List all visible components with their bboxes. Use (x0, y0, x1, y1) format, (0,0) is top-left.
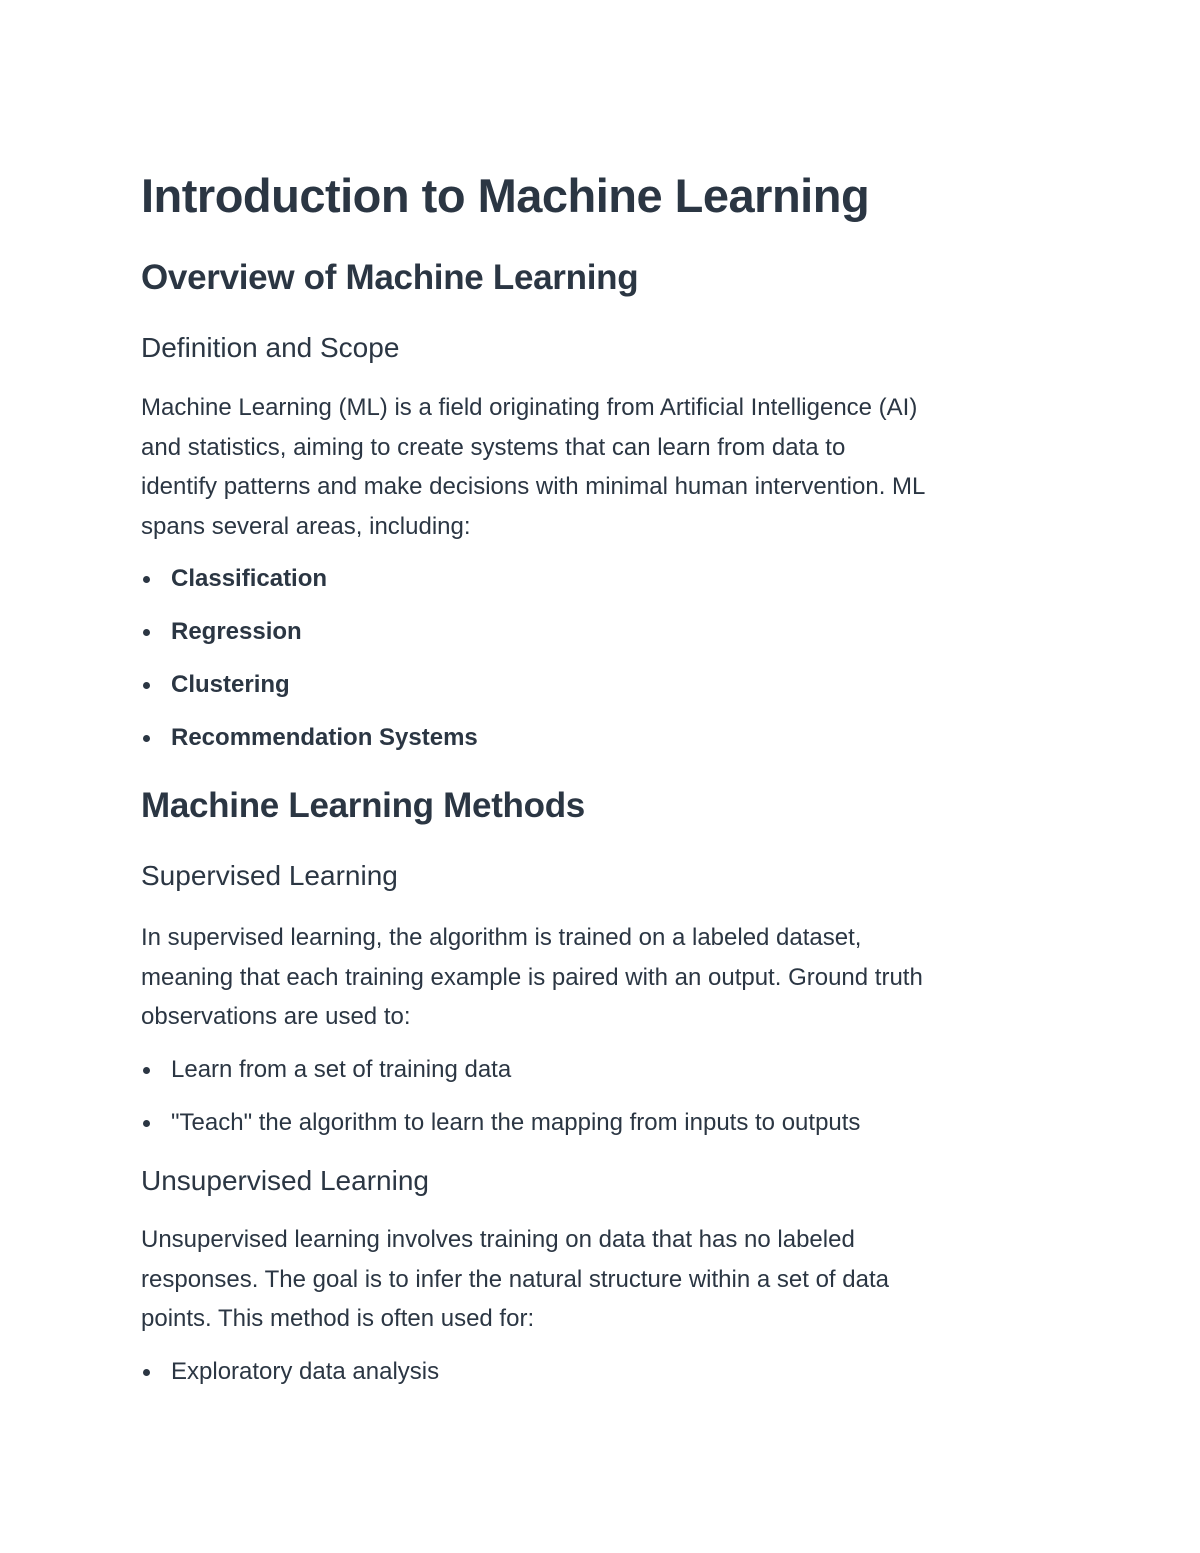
paragraph-line: Machine Learning (ML) is a field originating from Artificial Intelligence (AI) (141, 394, 918, 421)
paragraph-line: and statistics, aiming to create systems that can learn from data to (141, 433, 846, 461)
section-heading-overview: Overview of Machine Learning (141, 258, 639, 297)
list-item: Clustering (141, 669, 478, 701)
subsection-heading-definition: Definition and Scope (141, 332, 400, 363)
list-item: Exploratory data analysis (141, 1356, 439, 1388)
paragraph-line: In supervised learning, the algorithm is trained on a labeled dataset, (141, 924, 862, 951)
list-item: Regression (141, 616, 478, 648)
list-item: Learn from a set of training data (141, 1054, 860, 1086)
paragraph-line: spans several areas, including: (141, 512, 471, 540)
list-item: Classification (141, 563, 478, 595)
unsupervised-uses-list (141, 1356, 439, 1409)
definition-paragraph (141, 388, 1071, 546)
paragraph-line: identify patterns and make decisions with minimal human intervention. ML (141, 473, 926, 500)
unsupervised-paragraph (141, 1220, 1071, 1339)
section-heading-methods: Machine Learning Methods (141, 786, 585, 825)
paragraph-line: meaning that each training example is paired with an output. Ground truth (141, 963, 923, 991)
supervised-uses-list (141, 1054, 860, 1160)
paragraph-line: Unsupervised learning involves training on data that has no labeled (141, 1226, 855, 1253)
subsection-heading-unsupervised: Unsupervised Learning (141, 1165, 429, 1196)
subsection-heading-supervised: Supervised Learning (141, 860, 398, 891)
supervised-paragraph (141, 918, 1071, 1037)
paragraph-line: responses. The goal is to infer the natural structure within a set of data (141, 1265, 889, 1293)
list-item: "Teach" the algorithm to learn the mapping from inputs to outputs (141, 1107, 860, 1139)
ml-areas-list (141, 563, 478, 775)
document-title: Introduction to Machine Learning (141, 169, 870, 222)
list-item: Recommendation Systems (141, 722, 478, 754)
paragraph-line: points. This method is often used for: (141, 1305, 535, 1332)
paragraph-line: observations are used to: (141, 1003, 411, 1030)
